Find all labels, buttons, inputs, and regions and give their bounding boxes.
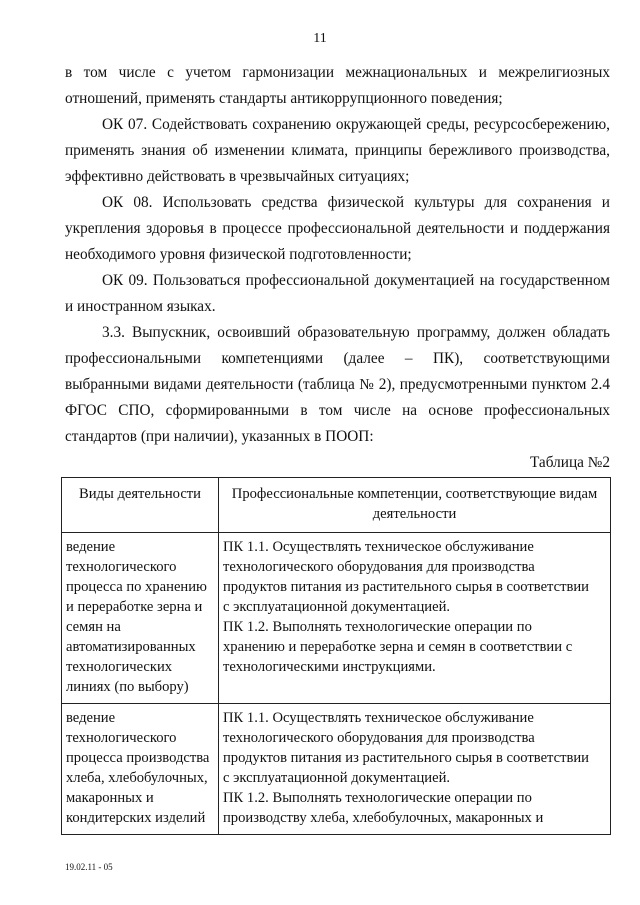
activity-line: и переработке зерна и — [66, 599, 203, 615]
competency-line: хранению и переработке зерна и семян в соответствии с — [223, 639, 573, 655]
header-competencies: Профессиональные компетенции, соответствующие видам деятельности — [219, 478, 611, 533]
table-row — [62, 533, 611, 704]
activity-line: процесса производства — [66, 750, 210, 766]
activity-line: семян на — [66, 619, 121, 635]
activity-line: процесса по хранению — [66, 579, 207, 595]
competency-cell — [219, 533, 611, 704]
activity-line: технологического — [66, 730, 177, 746]
paragraph-ok07: ОК 07. Содействовать сохранению окружающей среды, ресурсосбережению, применять знания об изменении климата, принципы бережливого производства, эффективно действовать в чрезвычайных ситуациях; — [65, 116, 610, 185]
competency-line: с эксплуатационной документацией. — [223, 770, 451, 786]
competency-line: продуктов питания из растительного сырья в соответствии — [223, 750, 589, 766]
activity-line: хлеба, хлебобулочных, — [66, 770, 208, 786]
paragraph-ok08: ОК 08. Использовать средства физической культуры для сохранения и укрепления здоровья в процессе профессиональной деятельности и поддержания необходимого уровня физической подготовленности; — [65, 194, 610, 263]
competency-line: ПК 1.1. Осуществлять техническое обслуживание — [223, 710, 534, 726]
competency-line: технологическими инструкциями. — [223, 659, 436, 675]
page-number: 11 — [313, 31, 327, 46]
competency-line: технологического оборудования для производства — [223, 730, 535, 746]
activity-cell — [62, 533, 219, 704]
activity-line: ведение — [66, 710, 116, 726]
table-body — [62, 533, 611, 835]
table-caption: Таблица №2 — [529, 454, 610, 471]
activity-line: автоматизированных — [66, 639, 196, 655]
header-activity: Виды деятельности — [62, 478, 219, 533]
activity-line: технологических — [66, 659, 173, 675]
competency-line: ПК 1.1. Осуществлять техническое обслуживание — [223, 539, 534, 555]
competency-cell — [219, 704, 611, 835]
competency-line: технологического оборудования для производства — [223, 559, 535, 575]
activity-line: ведение — [66, 539, 116, 555]
competency-line: производству хлеба, хлебобулочных, макаронных и — [223, 810, 544, 826]
competency-line: ПК 1.2. Выполнять технологические операции по — [223, 619, 532, 635]
competency-line: с эксплуатационной документацией. — [223, 599, 451, 615]
paragraph-ok09: ОК 09. Пользоваться профессиональной документацией на государственном и иностранном языках. — [65, 272, 610, 315]
competency-table — [61, 477, 611, 835]
activity-line: линиях (по выбору) — [66, 679, 189, 695]
paragraph: в том числе с учетом гармонизации межнациональных и межрелигиозных отношений, применять стандарты антикоррупционного поведения; — [65, 64, 610, 107]
activity-line: макаронных и — [66, 790, 154, 806]
paragraph-3-3: 3.3. Выпускник, освоивший образовательную программу, должен обладать профессиональными компетенциями (далее – ПК), соответствующими выбранными видами деятельности (таблица № 2), предусмотренными пунктом 2.4 ФГОС СПО, сформированными в том числе на основе профессиональных стандартов (при наличии), указанных в ПООП: — [65, 324, 610, 445]
activity-line: кондитерских изделий — [66, 810, 206, 826]
table-header-row — [62, 478, 611, 533]
table-row — [62, 704, 611, 835]
activity-line: технологического — [66, 559, 177, 575]
competency-line: продуктов питания из растительного сырья в соответствии — [223, 579, 589, 595]
document-body — [65, 60, 610, 476]
footer-code: 19.02.11 - 05 — [65, 862, 113, 872]
competency-line: ПК 1.2. Выполнять технологические операции по — [223, 790, 532, 806]
activity-cell — [62, 704, 219, 835]
